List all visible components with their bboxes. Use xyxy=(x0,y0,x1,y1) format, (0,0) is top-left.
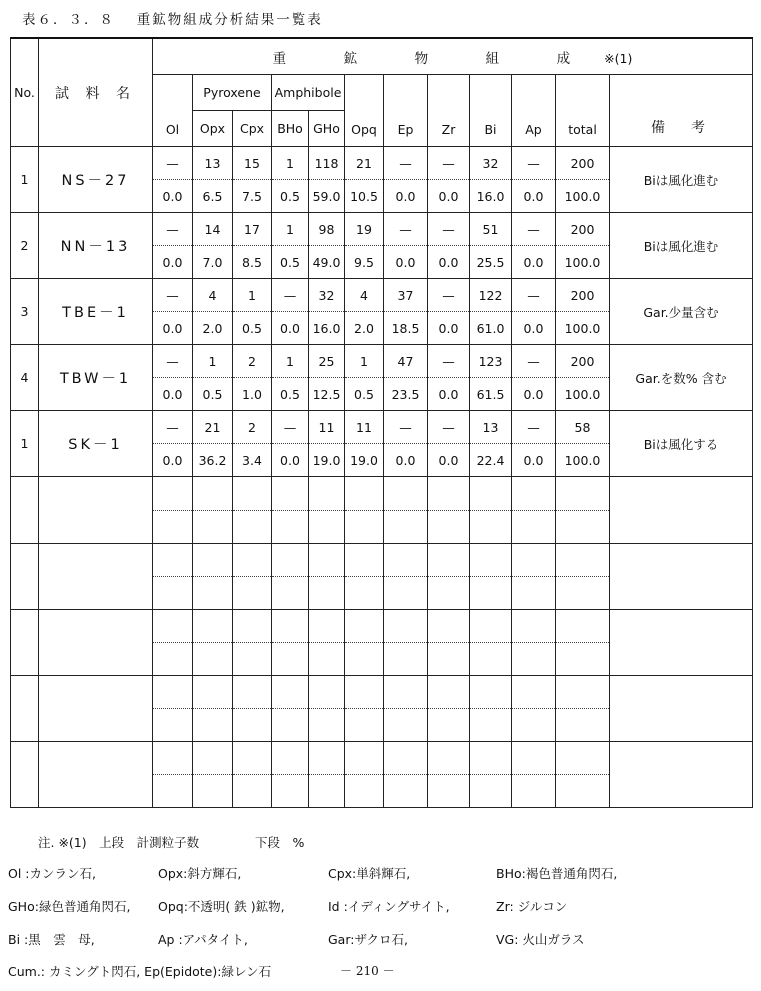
empty-cell xyxy=(610,741,753,807)
empty-cell xyxy=(11,477,39,543)
cell-percent: 7.0 xyxy=(193,246,233,279)
empty-cell xyxy=(512,741,556,774)
empty-cell xyxy=(512,774,556,807)
header-col-bho: BHo xyxy=(272,111,309,147)
empty-cell xyxy=(512,477,556,510)
cell-count: — xyxy=(272,279,309,312)
row-sample-name: TBE－1 xyxy=(39,279,153,345)
cell-count: 32 xyxy=(309,279,345,312)
cell-percent: 59.0 xyxy=(309,180,345,213)
header-col-opx: Opx xyxy=(193,111,233,147)
cell-percent: 100.0 xyxy=(556,246,610,279)
empty-cell xyxy=(272,543,309,576)
empty-cell xyxy=(428,675,470,708)
empty-cell xyxy=(153,675,193,708)
cell-count: 25 xyxy=(309,345,345,378)
cell-count: — xyxy=(428,345,470,378)
empty-cell xyxy=(309,708,345,741)
empty-cell xyxy=(428,609,470,642)
empty-cell xyxy=(309,510,345,543)
header-sample-name: 試 料 名 xyxy=(39,38,153,147)
empty-cell xyxy=(309,609,345,642)
empty-cell xyxy=(233,477,272,510)
empty-cell xyxy=(512,609,556,642)
cell-count: — xyxy=(512,147,556,180)
empty-cell xyxy=(428,510,470,543)
empty-cell xyxy=(470,741,512,774)
empty-cell xyxy=(193,576,233,609)
empty-row xyxy=(11,675,753,708)
empty-cell xyxy=(233,510,272,543)
empty-cell xyxy=(384,576,428,609)
empty-cell xyxy=(193,510,233,543)
empty-cell xyxy=(193,543,233,576)
cell-count: 37 xyxy=(384,279,428,312)
note-bi: Bi :黒 雲 母, xyxy=(8,932,95,947)
empty-cell xyxy=(345,543,384,576)
cell-percent: 0.0 xyxy=(153,312,193,345)
header-col-gho: GHo xyxy=(309,111,345,147)
empty-cell xyxy=(272,642,309,675)
empty-cell xyxy=(384,708,428,741)
cell-percent: 1.0 xyxy=(233,378,272,411)
empty-cell xyxy=(345,675,384,708)
empty-cell xyxy=(512,510,556,543)
empty-row xyxy=(11,741,753,774)
cell-count: 200 xyxy=(556,147,610,180)
empty-cell xyxy=(384,675,428,708)
cell-percent: 100.0 xyxy=(556,444,610,477)
empty-cell xyxy=(153,510,193,543)
empty-cell xyxy=(193,675,233,708)
empty-cell xyxy=(345,774,384,807)
header-col-ep: Ep xyxy=(384,75,428,147)
note-id: Id :イディングサイト, xyxy=(328,899,450,914)
empty-cell xyxy=(39,609,153,675)
empty-cell xyxy=(39,675,153,741)
cell-percent: 0.5 xyxy=(272,378,309,411)
cell-percent: 7.5 xyxy=(233,180,272,213)
note-cum-ep: Cum.: カミングト閃石, Ep(Epidote):緑レン石 xyxy=(8,964,272,979)
header-col-zr: Zr xyxy=(428,75,470,147)
empty-cell xyxy=(470,609,512,642)
cell-count: 58 xyxy=(556,411,610,444)
page-number: － 210 － xyxy=(340,964,395,978)
empty-cell xyxy=(272,576,309,609)
cell-percent: 6.5 xyxy=(193,180,233,213)
heavy-mineral-table xyxy=(10,37,753,808)
cell-count: 11 xyxy=(309,411,345,444)
empty-cell xyxy=(428,576,470,609)
cell-percent: 3.4 xyxy=(233,444,272,477)
cell-count: 21 xyxy=(193,411,233,444)
empty-cell xyxy=(309,675,345,708)
note-vg: VG: 火山ガラス xyxy=(496,932,585,947)
empty-cell xyxy=(470,642,512,675)
cell-percent: 0.0 xyxy=(512,312,556,345)
empty-cell xyxy=(11,543,39,609)
cell-percent: 0.0 xyxy=(153,180,193,213)
cell-count: 200 xyxy=(556,213,610,246)
cell-percent: 0.0 xyxy=(272,312,309,345)
cell-count: — xyxy=(512,345,556,378)
empty-cell xyxy=(309,576,345,609)
empty-cell xyxy=(428,642,470,675)
empty-cell xyxy=(470,477,512,510)
empty-cell xyxy=(309,741,345,774)
cell-percent: 0.5 xyxy=(233,312,272,345)
empty-cell xyxy=(384,642,428,675)
empty-cell xyxy=(556,543,610,576)
cell-count: 1 xyxy=(272,147,309,180)
empty-cell xyxy=(272,708,309,741)
cell-percent: 0.0 xyxy=(428,312,470,345)
cell-count: — xyxy=(384,213,428,246)
empty-cell xyxy=(233,642,272,675)
cell-count: 15 xyxy=(233,147,272,180)
cell-percent: 2.0 xyxy=(193,312,233,345)
cell-count: — xyxy=(384,147,428,180)
empty-cell xyxy=(470,510,512,543)
empty-cell xyxy=(233,543,272,576)
cell-percent: 0.0 xyxy=(428,378,470,411)
cell-count: — xyxy=(512,279,556,312)
empty-cell xyxy=(153,708,193,741)
cell-count: 4 xyxy=(193,279,233,312)
cell-percent: 12.5 xyxy=(309,378,345,411)
cell-percent: 36.2 xyxy=(193,444,233,477)
empty-cell xyxy=(384,774,428,807)
cell-count: 123 xyxy=(470,345,512,378)
empty-row xyxy=(11,543,753,576)
empty-cell xyxy=(610,609,753,675)
empty-cell xyxy=(39,741,153,807)
empty-cell xyxy=(309,774,345,807)
empty-cell xyxy=(556,609,610,642)
empty-cell xyxy=(512,543,556,576)
row-no: 3 xyxy=(11,279,39,345)
header-group-note: ※(1) xyxy=(604,50,633,66)
empty-cell xyxy=(428,774,470,807)
empty-cell xyxy=(556,642,610,675)
cell-count: 2 xyxy=(233,345,272,378)
note-title: 注. ※(1) 上段 計測粒子数 xyxy=(38,835,200,850)
empty-cell xyxy=(345,708,384,741)
empty-cell xyxy=(309,477,345,510)
table-row xyxy=(11,345,753,378)
cell-percent: 0.0 xyxy=(428,444,470,477)
empty-cell xyxy=(556,708,610,741)
cell-count: 1 xyxy=(233,279,272,312)
empty-cell xyxy=(39,543,153,609)
cell-count: 21 xyxy=(345,147,384,180)
cell-count: — xyxy=(428,411,470,444)
empty-cell xyxy=(153,576,193,609)
header-pyroxene: Pyroxene xyxy=(193,75,272,111)
cell-percent: 61.5 xyxy=(470,378,512,411)
cell-count: — xyxy=(512,411,556,444)
cell-percent: 100.0 xyxy=(556,312,610,345)
cell-count: — xyxy=(153,279,193,312)
cell-count: 200 xyxy=(556,345,610,378)
cell-percent: 0.0 xyxy=(428,180,470,213)
cell-count: — xyxy=(512,213,556,246)
cell-percent: 10.5 xyxy=(345,180,384,213)
empty-cell xyxy=(556,741,610,774)
cell-count: 1 xyxy=(345,345,384,378)
cell-percent: 61.0 xyxy=(470,312,512,345)
note-opx: Opx:斜方輝石, xyxy=(158,866,242,881)
cell-percent: 9.5 xyxy=(345,246,384,279)
cell-percent: 49.0 xyxy=(309,246,345,279)
cell-count: — xyxy=(153,345,193,378)
row-sample-name: NS－27 xyxy=(39,147,153,213)
empty-cell xyxy=(233,576,272,609)
cell-percent: 0.0 xyxy=(512,246,556,279)
cell-percent: 0.0 xyxy=(153,246,193,279)
cell-count: 19 xyxy=(345,213,384,246)
empty-cell xyxy=(556,675,610,708)
empty-cell xyxy=(512,576,556,609)
cell-count: 17 xyxy=(233,213,272,246)
cell-count: 14 xyxy=(193,213,233,246)
cell-count: 118 xyxy=(309,147,345,180)
note-gar: Gar:ザクロ石, xyxy=(328,932,408,947)
empty-cell xyxy=(345,510,384,543)
empty-cell xyxy=(512,642,556,675)
cell-percent: 0.5 xyxy=(345,378,384,411)
cell-count: — xyxy=(428,147,470,180)
cell-percent: 16.0 xyxy=(470,180,512,213)
empty-cell xyxy=(345,741,384,774)
empty-cell xyxy=(272,675,309,708)
cell-count: 122 xyxy=(470,279,512,312)
table-row xyxy=(11,147,753,180)
cell-percent: 0.5 xyxy=(193,378,233,411)
row-no: 2 xyxy=(11,213,39,279)
empty-cell xyxy=(470,708,512,741)
empty-cell xyxy=(233,675,272,708)
cell-count: 47 xyxy=(384,345,428,378)
empty-cell xyxy=(345,477,384,510)
cell-count: — xyxy=(153,213,193,246)
header-mineral-composition xyxy=(153,38,753,75)
empty-cell xyxy=(272,510,309,543)
empty-cell xyxy=(193,708,233,741)
empty-cell xyxy=(556,576,610,609)
header-col-total: total xyxy=(556,75,610,147)
header-no: No. xyxy=(11,38,39,147)
empty-cell xyxy=(470,675,512,708)
cell-count: 32 xyxy=(470,147,512,180)
cell-count: 2 xyxy=(233,411,272,444)
table-row xyxy=(11,213,753,246)
empty-row xyxy=(11,609,753,642)
cell-percent: 18.5 xyxy=(384,312,428,345)
empty-cell xyxy=(272,477,309,510)
cell-percent: 0.0 xyxy=(272,444,309,477)
note-gho: GHo:緑色普通角閃石, xyxy=(8,899,131,914)
cell-count: 1 xyxy=(272,345,309,378)
empty-cell xyxy=(153,543,193,576)
cell-percent: 16.0 xyxy=(309,312,345,345)
cell-count: 13 xyxy=(193,147,233,180)
cell-percent: 100.0 xyxy=(556,180,610,213)
note-ol: Ol :カンラン石, xyxy=(8,866,96,881)
empty-cell xyxy=(345,609,384,642)
cell-percent: 8.5 xyxy=(233,246,272,279)
empty-cell xyxy=(193,477,233,510)
header-remarks: 備 考 xyxy=(610,75,753,147)
cell-count: 13 xyxy=(470,411,512,444)
empty-cell xyxy=(233,708,272,741)
cell-percent: 19.0 xyxy=(345,444,384,477)
empty-cell xyxy=(11,741,39,807)
empty-cell xyxy=(11,609,39,675)
empty-cell xyxy=(11,675,39,741)
empty-cell xyxy=(309,543,345,576)
empty-cell xyxy=(556,510,610,543)
header-group-label: 重 鉱 物 組 成 xyxy=(272,50,593,67)
cell-count: — xyxy=(153,411,193,444)
empty-cell xyxy=(153,642,193,675)
cell-percent: 100.0 xyxy=(556,378,610,411)
empty-cell xyxy=(153,741,193,774)
cell-percent: 0.0 xyxy=(384,180,428,213)
row-remark: Biは風化する xyxy=(610,411,753,477)
empty-cell xyxy=(233,774,272,807)
empty-cell xyxy=(556,774,610,807)
empty-cell xyxy=(384,477,428,510)
empty-cell xyxy=(470,543,512,576)
row-sample-name: SK－1 xyxy=(39,411,153,477)
empty-cell xyxy=(384,609,428,642)
cell-percent: 0.5 xyxy=(272,180,309,213)
note-cpx: Cpx:単斜輝石, xyxy=(328,866,411,881)
empty-cell xyxy=(384,741,428,774)
note-lower: 下段 % xyxy=(255,835,305,850)
row-remark: Biは風化進む xyxy=(610,147,753,213)
empty-cell xyxy=(309,642,345,675)
cell-percent: 0.5 xyxy=(272,246,309,279)
empty-cell xyxy=(153,609,193,642)
table-caption: 表６．３．８ 重鉱物組成分析結果一覧表 xyxy=(22,12,323,28)
table-row xyxy=(11,279,753,312)
row-no: 1 xyxy=(11,147,39,213)
row-remark: Gar.少量含む xyxy=(610,279,753,345)
cell-percent: 0.0 xyxy=(512,444,556,477)
cell-percent: 2.0 xyxy=(345,312,384,345)
cell-count: 4 xyxy=(345,279,384,312)
cell-count: 1 xyxy=(193,345,233,378)
empty-cell xyxy=(428,477,470,510)
empty-cell xyxy=(153,477,193,510)
cell-count: — xyxy=(428,213,470,246)
note-zr: Zr: ジルコン xyxy=(496,899,568,914)
cell-percent: 25.5 xyxy=(470,246,512,279)
row-no: 4 xyxy=(11,345,39,411)
cell-percent: 0.0 xyxy=(153,378,193,411)
empty-cell xyxy=(556,477,610,510)
empty-cell xyxy=(384,510,428,543)
note-bho: BHo:褐色普通角閃石, xyxy=(496,866,618,881)
cell-percent: 0.0 xyxy=(428,246,470,279)
cell-count: — xyxy=(384,411,428,444)
header-col-ap: Ap xyxy=(512,75,556,147)
header-col-opq: Opq xyxy=(345,75,384,147)
empty-cell xyxy=(233,609,272,642)
cell-percent: 0.0 xyxy=(384,444,428,477)
cell-percent: 22.4 xyxy=(470,444,512,477)
row-remark: Gar.を数% 含む xyxy=(610,345,753,411)
cell-percent: 0.0 xyxy=(384,246,428,279)
empty-row xyxy=(11,477,753,510)
empty-cell xyxy=(512,708,556,741)
row-sample-name: NN－13 xyxy=(39,213,153,279)
empty-cell xyxy=(272,741,309,774)
empty-cell xyxy=(428,741,470,774)
table-body xyxy=(11,147,753,808)
empty-cell xyxy=(193,609,233,642)
cell-percent: 0.0 xyxy=(512,378,556,411)
empty-cell xyxy=(272,609,309,642)
header-col-ol: Ol xyxy=(153,75,193,147)
cell-percent: 23.5 xyxy=(384,378,428,411)
empty-cell xyxy=(233,741,272,774)
empty-cell xyxy=(610,543,753,609)
table-row xyxy=(11,411,753,444)
empty-cell xyxy=(193,741,233,774)
empty-cell xyxy=(345,642,384,675)
cell-count: 200 xyxy=(556,279,610,312)
empty-cell xyxy=(610,675,753,741)
empty-cell xyxy=(39,477,153,543)
cell-count: 51 xyxy=(470,213,512,246)
empty-cell xyxy=(428,543,470,576)
empty-cell xyxy=(345,576,384,609)
cell-percent: 0.0 xyxy=(512,180,556,213)
row-no: 1 xyxy=(11,411,39,477)
empty-cell xyxy=(272,774,309,807)
cell-count: — xyxy=(153,147,193,180)
empty-cell xyxy=(428,708,470,741)
empty-cell xyxy=(610,477,753,543)
cell-count: 1 xyxy=(272,213,309,246)
row-remark: Biは風化進む xyxy=(610,213,753,279)
header-col-cpx: Cpx xyxy=(233,111,272,147)
empty-cell xyxy=(193,774,233,807)
header-amphibole: Amphibole xyxy=(272,75,345,111)
cell-count: — xyxy=(272,411,309,444)
empty-cell xyxy=(470,774,512,807)
empty-cell xyxy=(153,774,193,807)
cell-count: 11 xyxy=(345,411,384,444)
empty-cell xyxy=(193,642,233,675)
header-col-bi: Bi xyxy=(470,75,512,147)
note-ap: Ap :アパタイト, xyxy=(158,932,248,947)
cell-count: 98 xyxy=(309,213,345,246)
empty-cell xyxy=(384,543,428,576)
row-sample-name: TBW－1 xyxy=(39,345,153,411)
empty-cell xyxy=(512,675,556,708)
note-opq: Opq:不透明( 鉄 )鉱物, xyxy=(158,899,285,914)
cell-percent: 19.0 xyxy=(309,444,345,477)
cell-count: — xyxy=(428,279,470,312)
cell-percent: 0.0 xyxy=(153,444,193,477)
empty-cell xyxy=(470,576,512,609)
